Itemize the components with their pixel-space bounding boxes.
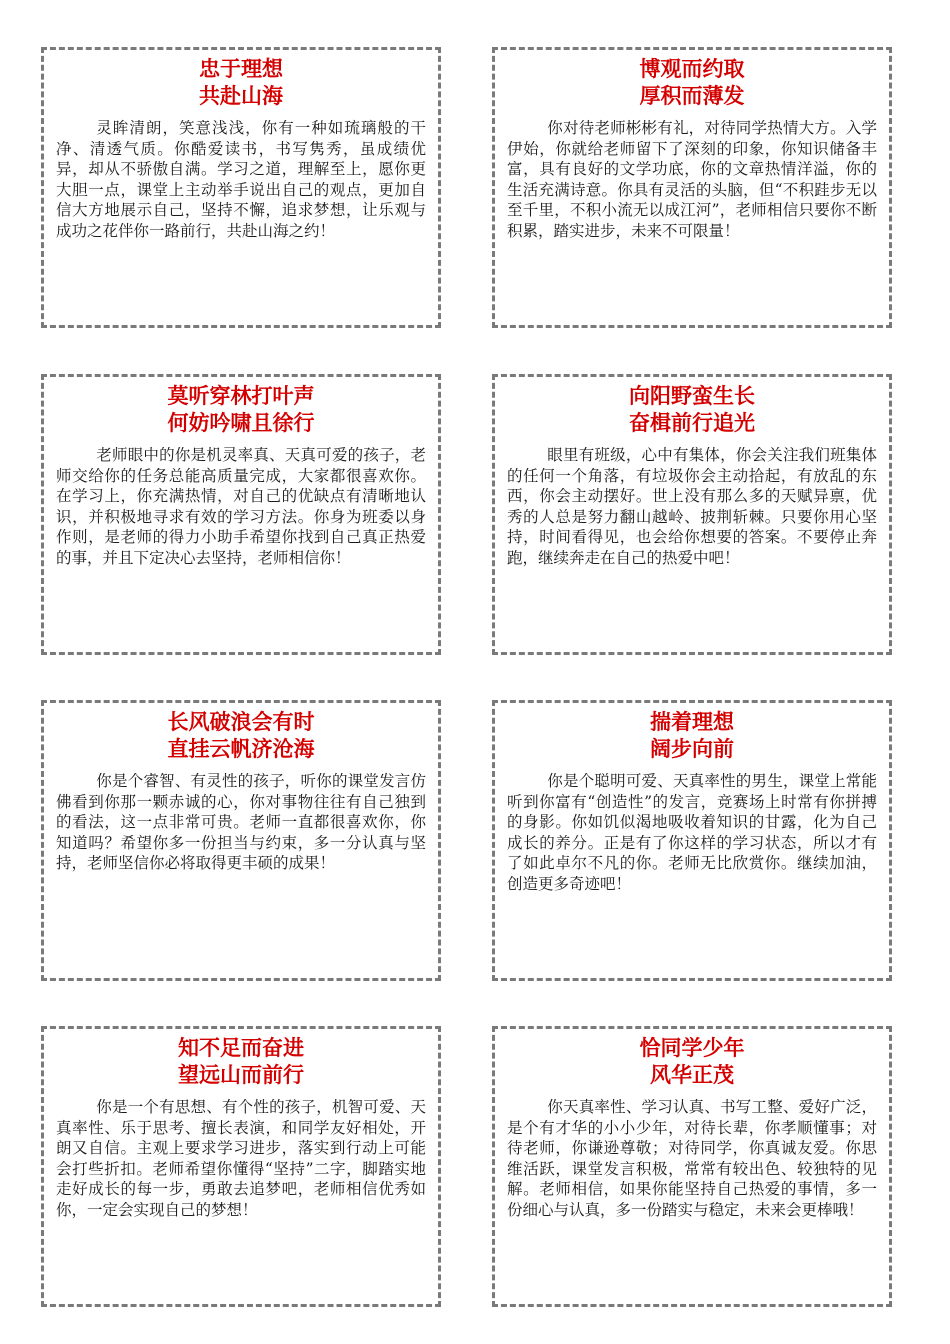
card-text: 你是个睿智、有灵性的孩子，听你的课堂发言仿佛看到你那一颗赤诚的心，你对事物往往有自己独到的看法，这一点非常可贵。老师一直都很喜欢你，你知道吗？希望你多一份担当与约束，多一分认真与坚持，老师坚信你必将取得更丰硕的成果！: [56, 772, 426, 872]
comment-card: [492, 1026, 892, 1307]
card-text: 老师眼中的你是机灵率真、天真可爱的孩子，老师交给你的任务总能高质量完成，大家都很喜欢你。在学习上，你充满热情，对自己的优缺点有清晰地认识，并积极地寻求有效的学习方法。你身为班委以身作则，是老师的得力小助手希望你找到自己真正热爱的事，并且下定决心去坚持，老师相信你！: [56, 446, 426, 567]
card-title: [507, 709, 877, 763]
card-title-line2: 何妨吟啸且徐行: [167, 411, 315, 435]
card-text: 你是个聪明可爱、天真率性的男生，课堂上常能听到你富有“创造性”的发言，竞赛场上时常有你拼搏的身影。你如饥似渴地吸收着知识的甘露，化为自己成长的养分。正是有了你这样的学习状态，所以才有了如此卓尔不凡的你。老师无比欣赏你。继续加油，创造更多奇迹吧！: [507, 772, 877, 893]
card-title-line2: 直挂云帆济沧海: [167, 737, 315, 761]
card-title: [507, 1035, 877, 1089]
card-title-line2: 共赴山海: [199, 84, 283, 108]
card-title: [507, 56, 877, 110]
card-title: [56, 1035, 426, 1089]
comment-card: [41, 47, 441, 328]
card-text: 你对待老师彬彬有礼，对待同学热情大方。入学伊始，你就给老师留下了深刻的印象，你知识储备丰富，具有良好的文学功底，你的文章热情洋溢，你的生活充满诗意。你具有灵活的头脑，但“不积跬步无以至千里，不积小流无以成江河”，老师相信只要你不断积累，踏实进步，未来不可限量！: [507, 119, 877, 240]
comment-card: [41, 1026, 441, 1307]
card-title-line2: 阔步向前: [650, 737, 734, 761]
card-title-line1: 长风破浪会有时: [167, 710, 315, 734]
comment-card: [41, 374, 441, 655]
card-title-line1: 向阳野蛮生长: [629, 384, 755, 408]
card-title: [507, 383, 877, 437]
card-title-line1: 莫听穿林打叶声: [167, 384, 315, 408]
comment-card: [492, 374, 892, 655]
card-text: 你天真率性、学习认真、书写工整、爱好广泛，是个有才华的小小少年，对待长辈，你孝顺懂事；对待老师，你谦逊尊敬；对待同学，你真诚友爱。你思维活跃，课堂发言积极，常常有较出色、较独特的见解。老师相信，如果你能坚持自己热爱的事情，多一份细心与认真，多一份踏实与稳定，未来会更棒哦！: [507, 1098, 877, 1219]
card-title-line1: 忠于理想: [199, 57, 283, 81]
comment-card: [492, 47, 892, 328]
card-title-line1: 知不足而奋进: [178, 1036, 304, 1060]
card-text: 你是一个有思想、有个性的孩子，机智可爱、天真率性、乐于思考、擅长表演，和同学友好相处，开朗又自信。主观上要求学习进步，落实到行动上可能会打些折扣。老师希望你懂得“坚持”二字，脚踏实地走好成长的每一步，勇敢去追梦吧，老师相信优秀如你，一定会实现自己的梦想！: [56, 1098, 426, 1219]
card-text: 灵眸清朗，笑意浅浅，你有一种如琉璃般的干净、清透气质。你酷爱读书，书写隽秀，虽成绩优异，却从不骄傲自满。学习之道，理解至上，愿你更大胆一点，课堂上主动举手说出自己的观点，更加自信大方地展示自己，坚持不懈，追求梦想，让乐观与成功之花伴你一路前行，共赴山海之约！: [56, 119, 426, 240]
card-title-line1: 博观而约取: [639, 57, 745, 81]
card-title-line1: 揣着理想: [650, 710, 734, 734]
card-title: [56, 56, 426, 110]
card-title-line2: 风华正茂: [650, 1063, 734, 1087]
card-title: [56, 383, 426, 437]
comment-card: [41, 700, 441, 981]
card-title: [56, 709, 426, 763]
card-text: 眼里有班级，心中有集体，你会关注我们班集体的任何一个角落，有垃圾你会主动拾起，有放乱的东西，你会主动摆好。世上没有那么多的天赋异禀，优秀的人总是努力翻山越岭、披荆斩棘。只要你用心坚持，时间看得见，也会给你想要的答案。不要停止奔跑，继续奔走在自己的热爱中吧！: [507, 446, 877, 567]
card-title-line2: 奋楫前行追光: [629, 411, 755, 435]
comment-card: [492, 700, 892, 981]
card-title-line2: 望远山而前行: [178, 1063, 304, 1087]
card-title-line2: 厚积而薄发: [639, 84, 745, 108]
card-title-line1: 恰同学少年: [639, 1036, 745, 1060]
